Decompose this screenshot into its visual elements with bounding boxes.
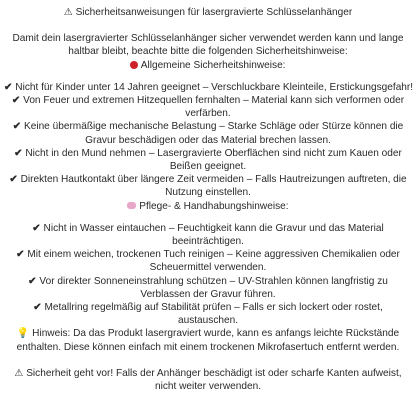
list-item: ✔ Nicht in Wasser eintauchen – Feuchtigkeit kann die Gravur und das Material beeinträchtigen. <box>32 222 384 248</box>
section-heading-general <box>4 59 412 72</box>
warning-icon: ⚠ <box>14 367 24 379</box>
care-handling-list <box>4 222 412 328</box>
list-item: ✔ Nicht für Kinder unter 14 Jahren geeignet – Verschluckbare Kleinteile, Erstickungsgefahr! <box>4 81 414 93</box>
document-title <box>4 6 412 19</box>
list-item: ✔ Vor direkter Sonneneinstrahlung schützen – UV-Strahlen können langfristig zu Verblassen der Gravur führen. <box>28 275 388 300</box>
soap-icon <box>127 202 136 209</box>
check-icon: ✔ <box>4 81 13 93</box>
list-item: ✔ Mit einem weichen, trockenen Tuch reinigen – Keine aggressiven Chemikalien oder Scheuermittel verwenden. <box>16 249 400 274</box>
list-item: ✔ Nicht in den Mund nehmen – Lasergravierte Oberflächen sind nicht zum Kauen oder Beißen geeignet. <box>14 147 402 173</box>
list-item: ✔ Von Feuer und extremen Hitzequellen fernhalten – Material kann sich verformen oder verfärben. <box>11 95 405 120</box>
list-item: ✔ Direkten Hautkontakt über längere Zeit vermeiden – Falls Hautreizungen auftreten, die Nutzung einstellen. <box>9 174 407 199</box>
check-icon: ✔ <box>14 147 23 159</box>
title-text: Sicherheitsanweisungen für lasergravierte Schlüsselanhänger <box>75 7 353 18</box>
footer-warning: ⚠ Sicherheit geht vor! Falls der Anhänger beschädigt ist oder scharfe Kanten aufweist, nicht weiter verwenden. <box>14 367 402 393</box>
check-icon: ✔ <box>32 222 41 234</box>
light-bulb-icon: 💡 <box>16 328 30 340</box>
check-icon: ✔ <box>12 121 22 133</box>
intro-line: Damit dein lasergravierter Schlüsselanhänger sicher verwendet werden kann und lange <box>12 33 404 45</box>
red-circle-icon <box>130 61 138 69</box>
intro-line: haltbar bleibt, beachte bitte die folgenden Sicherheitshinweise: <box>68 46 348 58</box>
intro-paragraph <box>4 32 412 58</box>
hint-paragraph: 💡 Hinweis: Da das Produkt lasergraviert wurde, kann es anfangs leichte Rückstände enthalten. Diese können einfach mit einem trockenen Mikrofasertuch entfernt werden. <box>16 328 400 353</box>
check-icon: ✔ <box>33 302 42 314</box>
check-icon: ✔ <box>28 275 37 287</box>
check-icon: ✔ <box>16 249 25 261</box>
warning-icon: ⚠ <box>63 7 73 18</box>
check-icon: ✔ <box>11 95 21 107</box>
section-heading-care <box>4 200 412 213</box>
section-heading-text: Allgemeine Sicherheitshinweise: <box>140 59 286 71</box>
list-item: ✔ Metallring regelmäßig auf Stabilität prüfen – Falls er sich lockert oder rostet, austauschen. <box>33 302 383 327</box>
general-safety-list <box>4 81 412 200</box>
list-item: ✔ Keine übermäßige mechanische Belastung – Starke Schläge oder Stürze können die Gravur beschädigen oder das Material brechen lassen. <box>12 121 404 146</box>
section-heading-text: Pflege- & Handhabungshinweise: <box>139 200 289 212</box>
check-icon: ✔ <box>9 174 18 186</box>
